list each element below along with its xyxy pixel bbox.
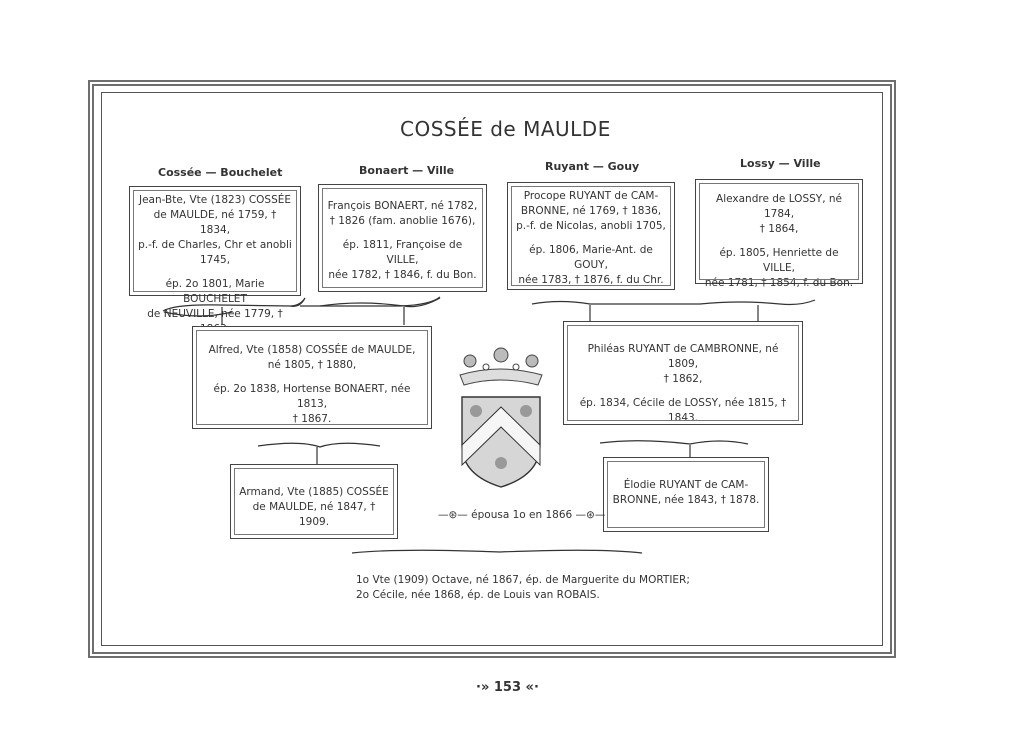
ornament-right-icon: «· [521, 680, 539, 695]
column-header-bonaert-ville: Bonaert — Ville [359, 164, 455, 177]
brace-right-top [532, 300, 815, 305]
person-box-phileas-ruyant: Philéas RUYANT de CAMBRONNE, né 1809, † 1862, ép. 1834, Cécile de LOSSY, née 1815, † 1843. [563, 321, 803, 425]
ornament-right-icon: —⊛— [572, 509, 606, 521]
column-header-lossy-ville: Lossy — Ville [740, 157, 821, 170]
person-box-armand-cossee: Armand, Vte (1885) COSSÉE de MAULDE, né 1847, † 1909. [230, 464, 398, 539]
person-box-francois-bonaert: François BONAERT, né 1782, † 1826 (fam. anoblie 1676), ép. 1811, Françoise de VILLE, née 1782, † 1846, f. du Bon. [318, 184, 487, 292]
brace-children [352, 550, 642, 553]
column-header-cossee-bouchelet: Cossée — Bouchelet [158, 166, 283, 179]
ornament-left-icon: ·» [476, 680, 494, 695]
ornament-left-icon: —⊛— [438, 509, 472, 521]
brace-middle-left [258, 443, 380, 447]
column-header-ruyant-gouy: Ruyant — Gouy [545, 160, 640, 173]
children-list: 1o Vte (1909) Octave, né 1867, ép. de Marguerite du MORTIER; 2o Cécile, née 1868, ép. de Louis van ROBAIS. [356, 574, 690, 601]
person-box-procope-ruyant: Procope RUYANT de CAM- BRONNE, né 1769, † 1836, p.-f. de Nicolas, anobli 1705, ép. 1806, Marie-Ant. de GOUY, née 1783, † 1876, f. du Chr. [507, 182, 675, 290]
marriage-label: —⊛— épousa 1o en 1866 —⊛— [438, 509, 606, 521]
brace-left-top-right [300, 297, 440, 306]
page-number: ·» 153 «· [476, 680, 539, 695]
person-box-jean-bte-cossee: Jean-Bte, Vte (1823) COSSÉE de MAULDE, né 1759, † 1834, p.-f. de Charles, Chr et anobli 1745, ép. 2o 1801, Marie BOUCHELET de NEUVILLE, née 1779, † [129, 186, 301, 296]
person-box-alfred-cossee: Alfred, Vte (1858) COSSÉE de MAULDE, né 1805, † 1880, ép. 2o 1838, Hortense BONAERT, née 1813, † 1867. [192, 326, 432, 429]
page-title: COSSÉE de MAULDE [400, 117, 611, 141]
brace-middle-right [600, 441, 748, 444]
coat-of-arms-icon [460, 348, 542, 487]
person-box-elodie-ruyant: Élodie RUYANT de CAM- BRONNE, née 1843, † 1878. [603, 457, 769, 532]
person-box-alexandre-lossy: Alexandre de LOSSY, né 1784, † 1864, ép. 1805, Henriette de VILLE, née 1781, † 1854, f. du Bon. [695, 179, 863, 284]
